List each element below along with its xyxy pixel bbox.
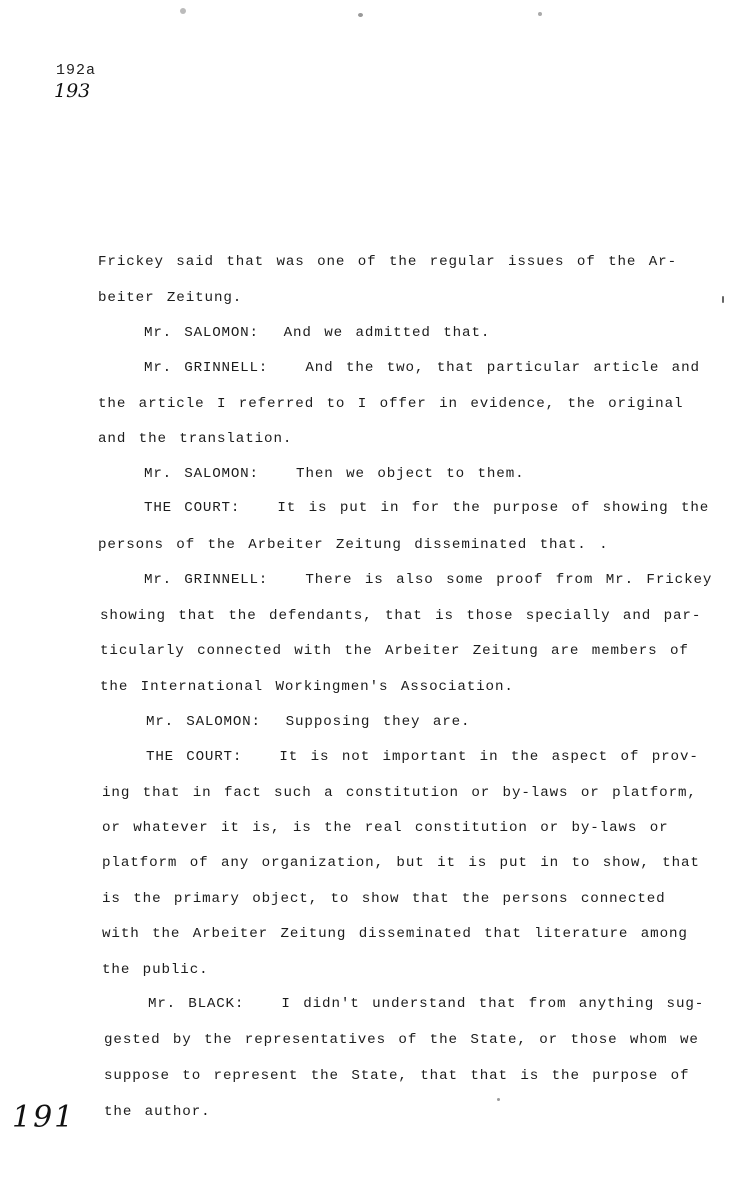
transcript-line: the article I referred to I offer in evidence, the original — [98, 396, 684, 412]
transcript-line: is the primary object, to show that the persons connected — [102, 891, 666, 907]
transcript-line: beiter Zeitung. — [98, 290, 243, 306]
scan-speck — [180, 8, 186, 14]
speaker-label: Mr. GRINNELL: — [144, 572, 269, 588]
transcript-line: THE COURT: It is not important in the aspect of prov- — [146, 749, 699, 765]
transcript-line: Mr. GRINNELL: And the two, that particular article and — [144, 360, 700, 376]
transcript-line: persons of the Arbeiter Zeitung disseminated that. . — [98, 537, 609, 553]
transcript-line: with the Arbeiter Zeitung disseminated that literature among — [102, 926, 688, 942]
typed-page-number: 192a — [56, 62, 97, 79]
speaker-label: THE COURT: — [144, 500, 241, 516]
handwritten-page-number-top: 193 — [54, 80, 91, 102]
transcript-line: ticularly connected with the Arbeiter Zeitung are members of — [100, 643, 689, 659]
transcript-line: Mr. SALOMON: Supposing they are. — [146, 714, 471, 730]
transcript-line: the International Workingmen's Association. — [100, 679, 514, 695]
scan-speck — [497, 1098, 500, 1101]
transcript-line: Mr. BLACK: I didn't understand that from anything sug- — [148, 996, 705, 1012]
transcript-line: or whatever it is, is the real constitution or by-laws or — [102, 820, 669, 836]
transcript-line: suppose to represent the State, that that is the purpose of — [104, 1068, 690, 1084]
handwritten-page-number-bottom: 191 — [12, 1100, 76, 1135]
transcript-line: THE COURT: It is put in for the purpose of showing the — [144, 500, 710, 516]
transcript-line: ing that in fact such a constitution or by-laws or platform, — [102, 785, 697, 801]
transcript-line: platform of any organization, but it is put in to show, that — [102, 855, 700, 871]
transcript-line: Mr. SALOMON: Then we object to them. — [144, 466, 525, 482]
transcript-line: gested by the representatives of the State, or those whom we — [104, 1032, 699, 1048]
speaker-label: Mr. SALOMON: — [146, 714, 261, 730]
scan-speck — [358, 13, 363, 17]
speaker-label: THE COURT: — [146, 749, 243, 765]
speaker-label: Mr. SALOMON: — [144, 325, 259, 341]
scan-speck — [722, 296, 724, 303]
transcript-line: the public. — [102, 962, 209, 978]
speaker-label: Mr. GRINNELL: — [144, 360, 269, 376]
scan-speck — [538, 12, 542, 16]
speaker-label: Mr. SALOMON: — [144, 466, 259, 482]
transcript-line: Mr. GRINNELL: There is also some proof from Mr. Frickey — [144, 572, 713, 588]
transcript-line: the author. — [104, 1104, 211, 1120]
transcript-line: and the translation. — [98, 431, 293, 447]
transcript-line: showing that the defendants, that is those specially and par- — [100, 608, 702, 624]
transcript-line: Frickey said that was one of the regular issues of the Ar- — [98, 254, 678, 270]
transcript-line: Mr. SALOMON: And we admitted that. — [144, 325, 491, 341]
speaker-label: Mr. BLACK: — [148, 996, 245, 1012]
